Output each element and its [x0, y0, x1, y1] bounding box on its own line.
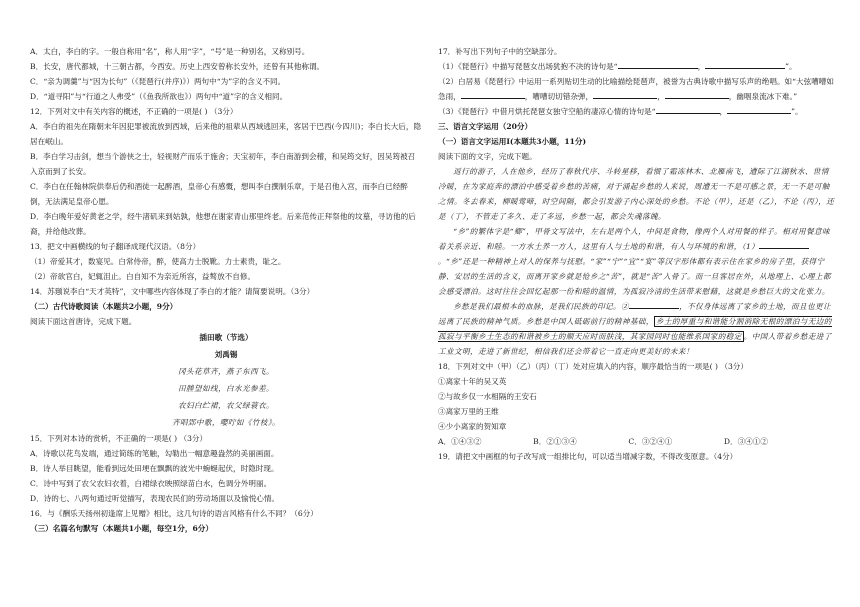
section-dictation-heading: （三）名篇名句默写（本题共1小题，每空1分，6分） — [30, 524, 213, 533]
q17-3-end: ”。 — [791, 107, 803, 116]
para3-text: 乡愁是我们最根本的血脉，是我们民族的印记。② — [453, 302, 630, 311]
poem-line: 齐唱郢中歌，嘤咛如《竹枝》。 — [171, 418, 281, 427]
q17-2-mid: ，嘈嘈切切错杂弹， — [524, 92, 594, 101]
q19-stem: 19．请把文中画框的句子改写成一组排比句，可以适当增减字数，不得改变原意。（4分） — [438, 452, 738, 461]
poem-block — [30, 329, 422, 431]
right-column — [438, 44, 836, 464]
para3-end: 。中国人带着乡愁走进了工业文明，走进了新世纪，相信我们还会带着它一直走向更美好的未来！ — [438, 332, 832, 356]
q18-stem: 18．下列对文中（甲）（乙）（丙）（丁）处对应填入的内容，顺序最恰当的一项是( ) （3分） — [438, 362, 748, 371]
q17-2-text: （2）白居易《琵琶行》中运用一系列贴切生动的比喻描绘琵琶声，被誉为古典诗歌中描写乐声的绝唱。如“大弦嘈嘈如急雨， — [438, 77, 834, 101]
q15-stem: 15．下列对本诗的赏析，不正确的一项是( ) （3分） — [30, 434, 208, 443]
poem-title: 插田歌（节选） — [199, 333, 253, 342]
para2-rest: 。“乡”还是一种精神上对人的保养与抚慰。“家”“宁”“宜”“宴”等汉字形体都有表示住在家乡的房子里，获得宁静、安居的生活的含义，而离开家乡就是怆乡之“苦”，就是“苦”入骨了。而一旦客居在外，从地理上、心理上都会感受漂泊。这时往往会回忆起那一份和睦的温情，为孤寂冷清的生活带来慰藉，这就是乡愁巨大的文化张力。 — [438, 257, 831, 296]
q14-stem: 14．苏颋说李白“天才英特”，文中哪些内容体现了李白的才能？请简要说明。（3分） — [30, 287, 315, 296]
q11-option-a: A．太白，李白的字。一般自称用“名”，称人用“字”，“号”是一种别名，又称别号。 — [30, 47, 310, 56]
answer-blank[interactable] — [461, 89, 525, 99]
answer-blank[interactable] — [593, 89, 657, 99]
q18-option-a[interactable]: A．①④③② — [438, 437, 482, 446]
q12-option-c: C．李白在任翰林院供奉后仍和酒徒一起醉酒，皇帝心有感慨，想叫李白撰制乐章，于是召他入宫，而李白已经醉倒，无法满足皇帝心愿。 — [30, 182, 408, 206]
q18-item: ①离家十年的吴又英 — [438, 377, 507, 386]
q13-sentence-1: （1）帝爱其才，数宴见。白常侍帝，醉，使高力士脱靴。力士素贵，耻之。 — [30, 257, 286, 266]
q17-3-sep: ， — [719, 107, 728, 116]
q17-3-text: （3）《琵琶行》中借月烘托琵琶女独守空船的凄凉心情的诗句是“ — [438, 107, 656, 116]
q13-sentence-2: （2）帝欲官白，妃辄沮止。白自知不为亲近所容，益骜放不自修。 — [30, 272, 256, 281]
q17-item-2 — [438, 74, 836, 104]
q17-2-end: ，幽咽泉流冰下难。” — [728, 92, 798, 101]
q18-item: ②与故乡仅一水相隔的王安石 — [438, 392, 537, 401]
answer-blank[interactable] — [705, 59, 785, 69]
q11-option-b: B．长安，唐代都城，十三朝古都，今西安。历史上西安曾称长安外，还曾有其他称谓。 — [30, 62, 325, 71]
passage-paragraph-2 — [438, 224, 836, 299]
answer-blank[interactable] — [727, 104, 791, 114]
q17-1-end: ”。 — [785, 62, 797, 71]
q17-2-sep: ， — [657, 92, 665, 101]
q17-1-sep: ， — [697, 62, 706, 71]
q13-stem: 13．把文中画横线的句子翻译成现代汉语。（8分） — [30, 242, 201, 251]
q16-stem: 16．与《酬乐天扬州初逢席上见赠》相比，这几句诗的语言风格有什么不同？（6分） — [30, 509, 318, 518]
q18-item: ④少小离家的贺知章 — [438, 422, 507, 431]
left-column — [30, 44, 422, 536]
q15-option-b: B．诗人举目眺望，能看到远处田埂在飘飘的波光中蜿蜒起伏，时隐时现。 — [30, 464, 279, 473]
para2-text: “乡”的繁体字是“鄉”，甲骨文写法中，左右是两个人，中间是食物，像两个人对用餐的样子。相对用餐意味着关系亲近、和睦。一方水土养一方人，这里有人与土地的和谐，有人与环境的和谐，（1） — [438, 227, 831, 251]
section-language-1-heading: （一）语言文字运用Ⅰ(本题共3小题，11分) — [438, 137, 587, 146]
q12-stem: 12．下列对文中有关内容的概述，不正确的一项是( ) （3分） — [30, 107, 238, 116]
reading-instruction: 阅读下面的文字，完成下题。 — [438, 152, 537, 161]
q18-options — [438, 434, 768, 449]
q18-option-d[interactable]: D．③④①② — [723, 437, 768, 446]
answer-blank[interactable] — [618, 59, 698, 69]
q17-stem: 17．补写出下列句子中的空缺部分。 — [438, 47, 562, 56]
poetry-instruction: 阅读下面这首唐诗，完成下题。 — [30, 317, 137, 326]
poem-line: 田塍望如线，白水光参差。 — [178, 384, 274, 393]
q11-option-d: D．“道寻阳”与“行道之人弗受”（《鱼我所欲也》）两句中“道”字的含义相同。 — [30, 92, 288, 101]
passage-paragraph-3 — [438, 299, 836, 359]
answer-blank[interactable] — [665, 89, 729, 99]
answer-blank[interactable] — [759, 239, 809, 249]
q17-item-1 — [438, 59, 836, 74]
q15-option-c: C．诗中写到了农父农妇衣着，白裙绿衣映照绿苗白水，色调分外明丽。 — [30, 479, 272, 488]
answer-blank[interactable] — [629, 299, 679, 309]
poem-line: 农妇白纻裙，农父绿蓑衣。 — [178, 401, 274, 410]
q12-option-d: D．李白晚年爱好黄老之学，经牛渚矶来到姑孰，他想在谢家青山那里终老。后来范传正拜祭他的坟墓，寻访他的后裔，并给他改葬。 — [30, 212, 416, 236]
q15-option-d: D．诗的七、八两句通过听觉描写，表现农民们的劳动场面以及愉悦心情。 — [30, 494, 280, 503]
q11-option-c: C．“亲为调羹”与“因为长句”（《琵琶行(并序)》）两句中“为”字的含义不同。 — [30, 77, 286, 86]
q18-option-b[interactable]: B．②①③④ — [533, 437, 577, 446]
poem-line: 冈头花草齐，燕子东西飞。 — [178, 367, 274, 376]
q12-option-b: B．李白学习击剑，想当个游侠之士，轻视财产而乐于施舍；天宝初年，李白南游到会稽，和吴筠交好，因吴筠被召入京而到了长安。 — [30, 152, 416, 176]
answer-blank[interactable] — [656, 104, 720, 114]
section-poetry-heading: （二）古代诗歌阅读（本题共2小题，9分） — [30, 302, 178, 311]
q18-item: ③离家万里的王维 — [438, 407, 499, 416]
poem-author: 刘禹锡 — [214, 350, 238, 359]
q17-1-text: （1）《琵琶行》中描写琵琶女出场犹抱不决的诗句是“ — [438, 62, 618, 71]
q12-option-a: A．李白的祖先在隋朝末年因犯罪被流放到西域，后来他的祖辈从西域逃回来，客居于巴西(今四川)；李白长大后，隐居在岷山。 — [30, 122, 422, 146]
q15-option-a: A．诗歌以花鸟发端，通过简练的笔触，勾勒出一幅意趣盎然的美丽画面。 — [30, 449, 279, 458]
section-language-heading: 三、语言文字运用（20分） — [438, 122, 533, 131]
para3-mid: ，不仅身体远离了家乡的土地，而且也更让远离了民族的精神气质。乡愁是中国人砥砺前行的精神基础， — [438, 302, 831, 326]
q17-item-3 — [438, 104, 836, 119]
q18-option-c[interactable]: C．③②④① — [628, 437, 673, 446]
passage-paragraph-1: 返行的游子，人在他乡，经历了春秋代序、斗转星移，看惯了霜冻林木、北雁南飞，遭际了江湖秋水、世情冷暖，在为家庭奔的漂泊中感受着乡愁的苦痛，对于涌起乡愁的人来说，周遭无一不是可感之景，无一不是可触之情。冬去春来，柳暖莺啼，时空间隔，都会引发游子内心深处的乡愁。不论（甲），还是（乙），不论（丙），还是（丁），不管走了多久、走了多远，乡愁一起，都会失魂落魄。 — [438, 167, 835, 221]
framed-sentence: 乡土的厚重与和谐能分割消除无根的漂泊与无边的孤寂与平衡乡土生态的和谐被乡土的顺天应时而肤浅，其家园同时也能维系国家的稳定 — [438, 317, 832, 341]
